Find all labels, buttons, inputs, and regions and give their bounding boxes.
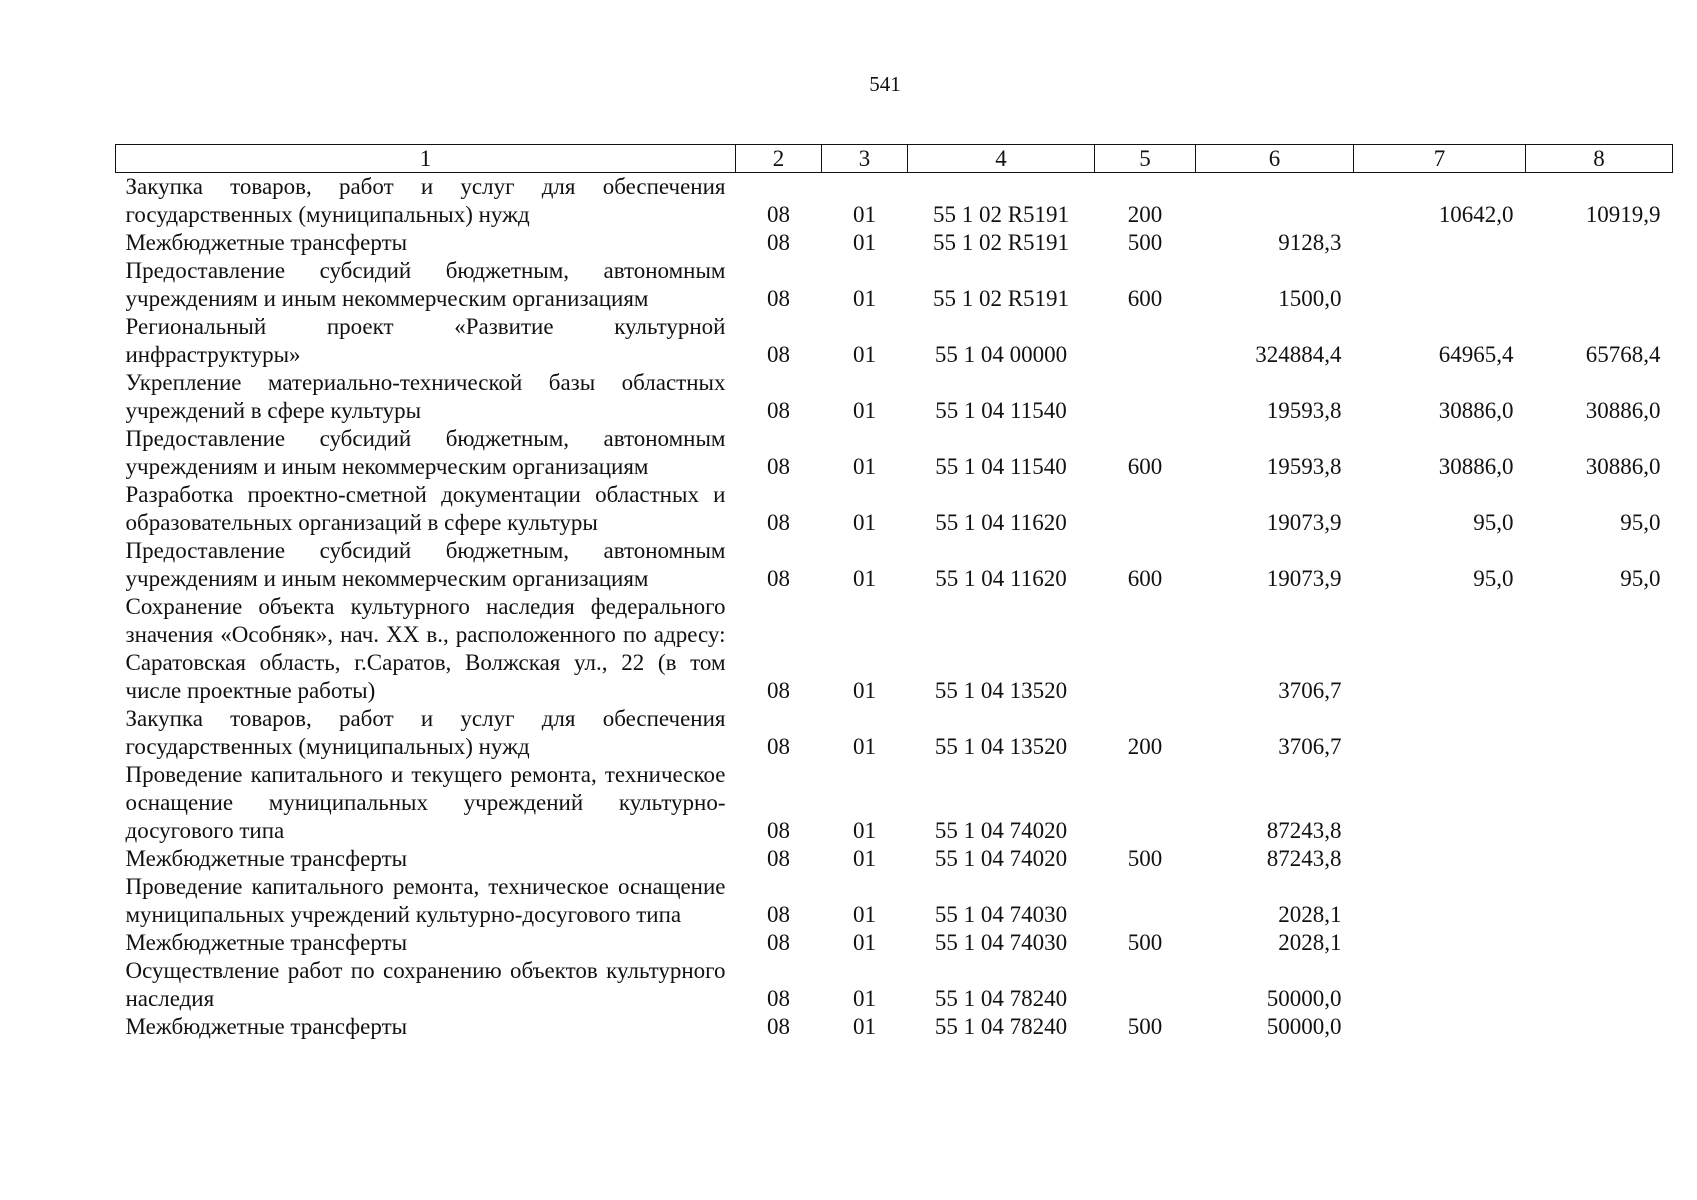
row-section: 08 [767,202,790,227]
header-col-4: 4 [908,145,1095,173]
row-name: Межбюджетные трансферты [125,846,408,871]
row-value-col-6: 2028,1 [1278,902,1342,927]
table-row [116,537,1673,593]
row-expense-type: 600 [1127,286,1163,311]
row-value-col-6: 50000,0 [1266,1014,1342,1039]
row-target-article: 55 1 02 R5191 [932,230,1070,255]
row-value-col-8 [1526,705,1673,761]
row-section: 08 [767,342,790,367]
row-name: Предоставление субсидий бюджетным, автономным учреждениям и иным некоммерческим организациям [125,426,726,479]
row-expense-type [1095,593,1196,705]
row-section: 08 [767,510,790,535]
row-value-col-7 [1354,761,1526,845]
row-target-article: 55 1 04 74020 [934,818,1068,843]
row-section: 08 [767,454,790,479]
row-subsection: 01 [853,230,876,255]
row-value-col-7: 95,0 [1473,510,1514,535]
row-value-col-6: 2028,1 [1278,930,1342,955]
row-subsection: 01 [853,454,876,479]
row-subsection: 01 [853,342,876,367]
table-row [116,705,1673,761]
table-row [116,425,1673,481]
row-value-col-6: 87243,8 [1266,846,1342,871]
row-value-col-7 [1354,705,1526,761]
row-value-col-6: 19593,8 [1266,398,1342,423]
table-row [116,873,1673,929]
row-expense-type: 200 [1127,202,1163,227]
row-name: Предоставление субсидий бюджетным, автономным учреждениям и иным некоммерческим организациям [125,258,726,311]
row-expense-type [1095,369,1196,425]
row-target-article: 55 1 04 78240 [934,986,1068,1011]
row-section: 08 [767,398,790,423]
row-expense-type: 500 [1127,230,1163,255]
row-value-col-6: 19073,9 [1266,510,1342,535]
row-value-col-8 [1526,1013,1673,1041]
row-value-col-7: 30886,0 [1438,454,1514,479]
row-name: Региональный проект «Развитие культурной инфраструктуры» [125,314,726,367]
row-value-col-8: 95,0 [1620,510,1661,535]
row-target-article: 55 1 04 11620 [935,566,1067,591]
row-expense-type [1095,313,1196,369]
row-target-article: 55 1 04 74030 [934,930,1068,955]
table-row [116,593,1673,705]
row-name: Закупка товаров, работ и услуг для обеспечения государственных (муниципальных) нужд [125,174,726,227]
row-section: 08 [767,734,790,759]
row-value-col-6: 19073,9 [1266,566,1342,591]
row-target-article: 55 1 04 11540 [935,398,1067,423]
row-subsection: 01 [853,734,876,759]
row-value-col-7 [1354,593,1526,705]
row-section: 08 [767,1014,790,1039]
row-value-col-6: 3706,7 [1278,734,1342,759]
table-row [116,761,1673,845]
row-expense-type [1095,761,1196,845]
row-subsection: 01 [853,510,876,535]
row-value-col-7: 95,0 [1473,566,1514,591]
row-section: 08 [767,678,790,703]
row-section: 08 [767,566,790,591]
row-target-article: 55 1 02 R5191 [932,202,1070,227]
header-col-3: 3 [822,145,908,173]
row-name: Сохранение объекта культурного наследия федерального значения «Особняк», нач. XX в., расположенного по адресу: Саратовская область, г.Саратов, Волжская ул., 22 (в том числе проектные работы) [125,594,726,703]
row-expense-type [1095,873,1196,929]
row-target-article: 55 1 04 78240 [934,1014,1068,1039]
row-value-col-8: 30886,0 [1585,398,1661,423]
row-target-article: 55 1 04 00000 [934,342,1068,367]
row-subsection: 01 [853,930,876,955]
row-expense-type: 500 [1127,846,1163,871]
table-row [116,1013,1673,1041]
header-row [116,145,1673,173]
row-target-article: 55 1 02 R5191 [932,286,1070,311]
row-expense-type: 500 [1127,930,1163,955]
header-col-8: 8 [1526,145,1673,173]
row-expense-type: 600 [1127,566,1163,591]
row-value-col-8 [1526,593,1673,705]
budget-table [115,144,1673,1041]
row-target-article: 55 1 04 74020 [934,846,1068,871]
row-expense-type: 600 [1127,454,1163,479]
row-value-col-8: 95,0 [1620,566,1661,591]
table-row [116,957,1673,1013]
row-section: 08 [767,930,790,955]
row-value-col-8 [1526,957,1673,1013]
row-subsection: 01 [853,1014,876,1039]
row-subsection: 01 [853,398,876,423]
header-col-7: 7 [1354,145,1526,173]
row-value-col-7 [1354,1013,1526,1041]
row-section: 08 [767,986,790,1011]
row-value-col-7 [1354,873,1526,929]
row-expense-type: 200 [1127,734,1163,759]
row-value-col-6: 87243,8 [1266,818,1342,843]
row-name: Предоставление субсидий бюджетным, автономным учреждениям и иным некоммерческим организациям [125,538,726,591]
table-row [116,845,1673,873]
row-section: 08 [767,846,790,871]
row-value-col-7 [1354,957,1526,1013]
row-value-col-6 [1196,173,1354,230]
row-expense-type: 500 [1127,1014,1163,1039]
row-value-col-8: 30886,0 [1585,454,1661,479]
row-name: Осуществление работ по сохранению объектов культурного наследия [125,958,726,1011]
table-row [116,173,1673,230]
row-name: Межбюджетные трансферты [125,230,408,255]
row-name: Межбюджетные трансферты [125,930,408,955]
row-value-col-6: 9128,3 [1278,230,1342,255]
row-section: 08 [767,902,790,927]
row-expense-type [1095,481,1196,537]
table-row [116,481,1673,537]
row-value-col-8 [1526,929,1673,957]
row-section: 08 [767,818,790,843]
table-row [116,229,1673,257]
table-row [116,257,1673,313]
row-value-col-8: 65768,4 [1585,342,1661,367]
row-value-col-6: 324884,4 [1255,342,1342,367]
row-target-article: 55 1 04 13520 [934,678,1068,703]
row-name: Проведение капитального и текущего ремонта, техническое оснащение муниципальных учреждений культурно-досугового типа [125,762,726,843]
header-col-6: 6 [1196,145,1354,173]
row-value-col-8: 10919,9 [1585,202,1661,227]
row-subsection: 01 [853,818,876,843]
row-name: Межбюджетные трансферты [125,1014,408,1039]
row-value-col-8 [1526,229,1673,257]
row-value-col-7 [1354,929,1526,957]
row-expense-type [1095,957,1196,1013]
row-value-col-7 [1354,257,1526,313]
header-col-2: 2 [736,145,822,173]
row-target-article: 55 1 04 13520 [934,734,1068,759]
row-subsection: 01 [853,986,876,1011]
row-value-col-7 [1354,229,1526,257]
row-value-col-7 [1354,845,1526,873]
row-value-col-6: 50000,0 [1266,986,1342,1011]
row-subsection: 01 [853,678,876,703]
row-subsection: 01 [853,202,876,227]
row-value-col-8 [1526,257,1673,313]
table-row [116,929,1673,957]
row-value-col-6: 1500,0 [1278,286,1342,311]
row-section: 08 [767,230,790,255]
row-subsection: 01 [853,902,876,927]
row-value-col-7: 64965,4 [1438,342,1514,367]
row-value-col-7: 30886,0 [1438,398,1514,423]
row-value-col-8 [1526,845,1673,873]
header-col-1: 1 [116,145,736,173]
page-number: 541 [869,72,901,96]
row-subsection: 01 [853,286,876,311]
row-name: Проведение капитального ремонта, техническое оснащение муниципальных учреждений культурно-досугового типа [125,874,726,927]
row-name: Укрепление материально-технической базы областных учреждений в сфере культуры [125,370,726,423]
table-body [116,173,1673,1042]
row-name: Закупка товаров, работ и услуг для обеспечения государственных (муниципальных) нужд [125,706,726,759]
row-target-article: 55 1 04 74030 [934,902,1068,927]
row-value-col-8 [1526,873,1673,929]
row-section: 08 [767,286,790,311]
table-row [116,369,1673,425]
table-row [116,313,1673,369]
row-target-article: 55 1 04 11620 [935,510,1067,535]
row-subsection: 01 [853,846,876,871]
row-value-col-8 [1526,761,1673,845]
row-value-col-6: 19593,8 [1266,454,1342,479]
row-name: Разработка проектно-сметной документации областных и образовательных организаций в сфере культуры [125,482,726,535]
row-value-col-6: 3706,7 [1278,678,1342,703]
header-col-5: 5 [1095,145,1196,173]
row-value-col-7: 10642,0 [1438,202,1514,227]
row-subsection: 01 [853,566,876,591]
table-header [116,145,1673,173]
row-target-article: 55 1 04 11540 [935,454,1067,479]
